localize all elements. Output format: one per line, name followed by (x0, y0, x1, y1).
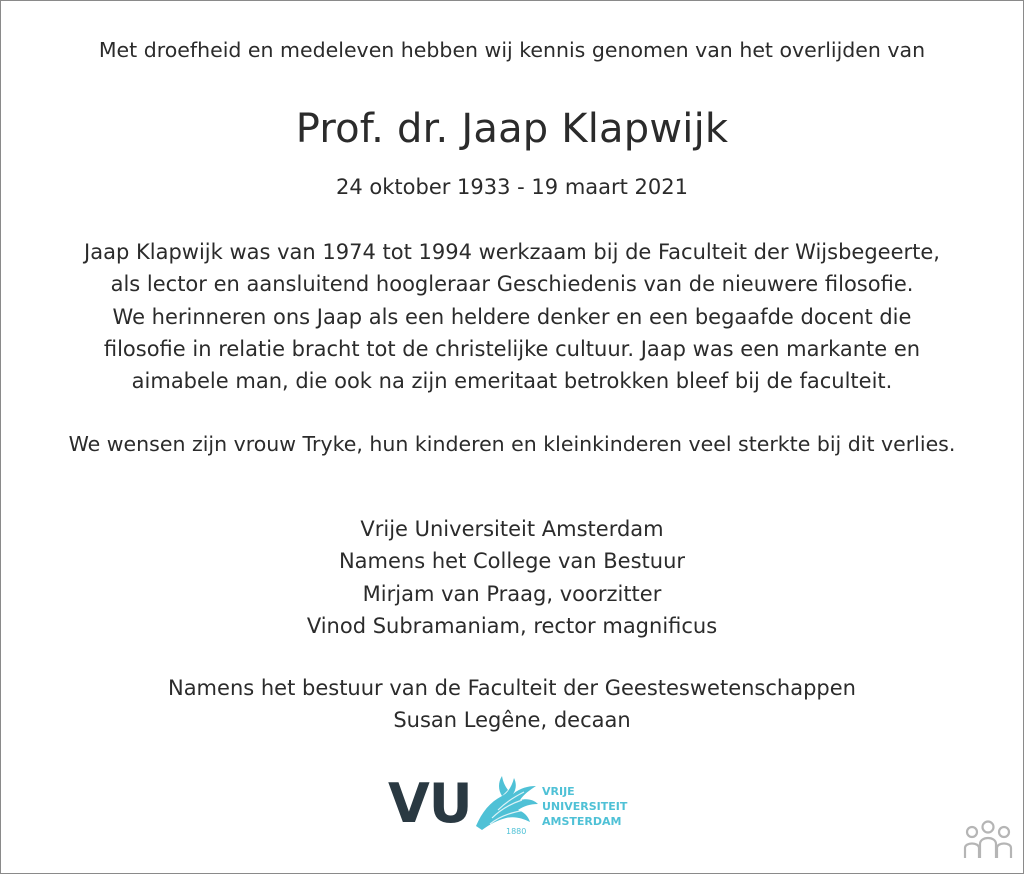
signature-line: Mirjam van Praag, voorzitter (362, 582, 662, 606)
griffin-icon (472, 772, 542, 838)
vu-logo-letters: VU (388, 772, 472, 835)
signature-line: Susan Legêne, decaan (393, 708, 631, 732)
condolence-wish: We wensen zijn vrouw Tryke, hun kinderen en kleinkinderen veel sterkte bij dit verlies. (68, 432, 956, 456)
people-icon (962, 818, 1014, 860)
deceased-name: Prof. dr. Jaap Klapwijk (295, 106, 729, 152)
logo-year: 1880 (506, 827, 527, 836)
vu-logo-text: VRIJE UNIVERSITEIT AMSTERDAM (542, 785, 628, 828)
paragraph-line: als lector en aansluitend hoogleraar Geschiedenis van de nieuwere filosofie. (110, 272, 914, 296)
signature-line: Namens het College van Bestuur (338, 549, 686, 573)
intro-text: Met droefheid en medeleven hebben wij kennis genomen van het overlijden van (98, 38, 926, 62)
signature-line: Vrije Universiteit Amsterdam (360, 517, 664, 541)
paragraph-line: aimabele man, die ook na zijn emeritaat betrokken bleef bij de faculteit. (131, 369, 893, 393)
paragraph-line: filosofie in relatie bracht tot de christelijke cultuur. Jaap was een markante en (103, 337, 921, 361)
life-dates: 24 oktober 1933 - 19 maart 2021 (336, 175, 688, 199)
paragraph-line: We herinneren ons Jaap als een heldere denker en een begaafde docent die (112, 305, 912, 329)
signature-line: Vinod Subramaniam, rector magnificus (306, 614, 718, 638)
vu-logo (388, 772, 648, 842)
signature-line: Namens het bestuur van de Faculteit der Geesteswetenschappen (167, 676, 856, 700)
paragraph-line: Jaap Klapwijk was van 1974 tot 1994 werkzaam bij de Faculteit der Wijsbegeerte, (84, 240, 940, 264)
